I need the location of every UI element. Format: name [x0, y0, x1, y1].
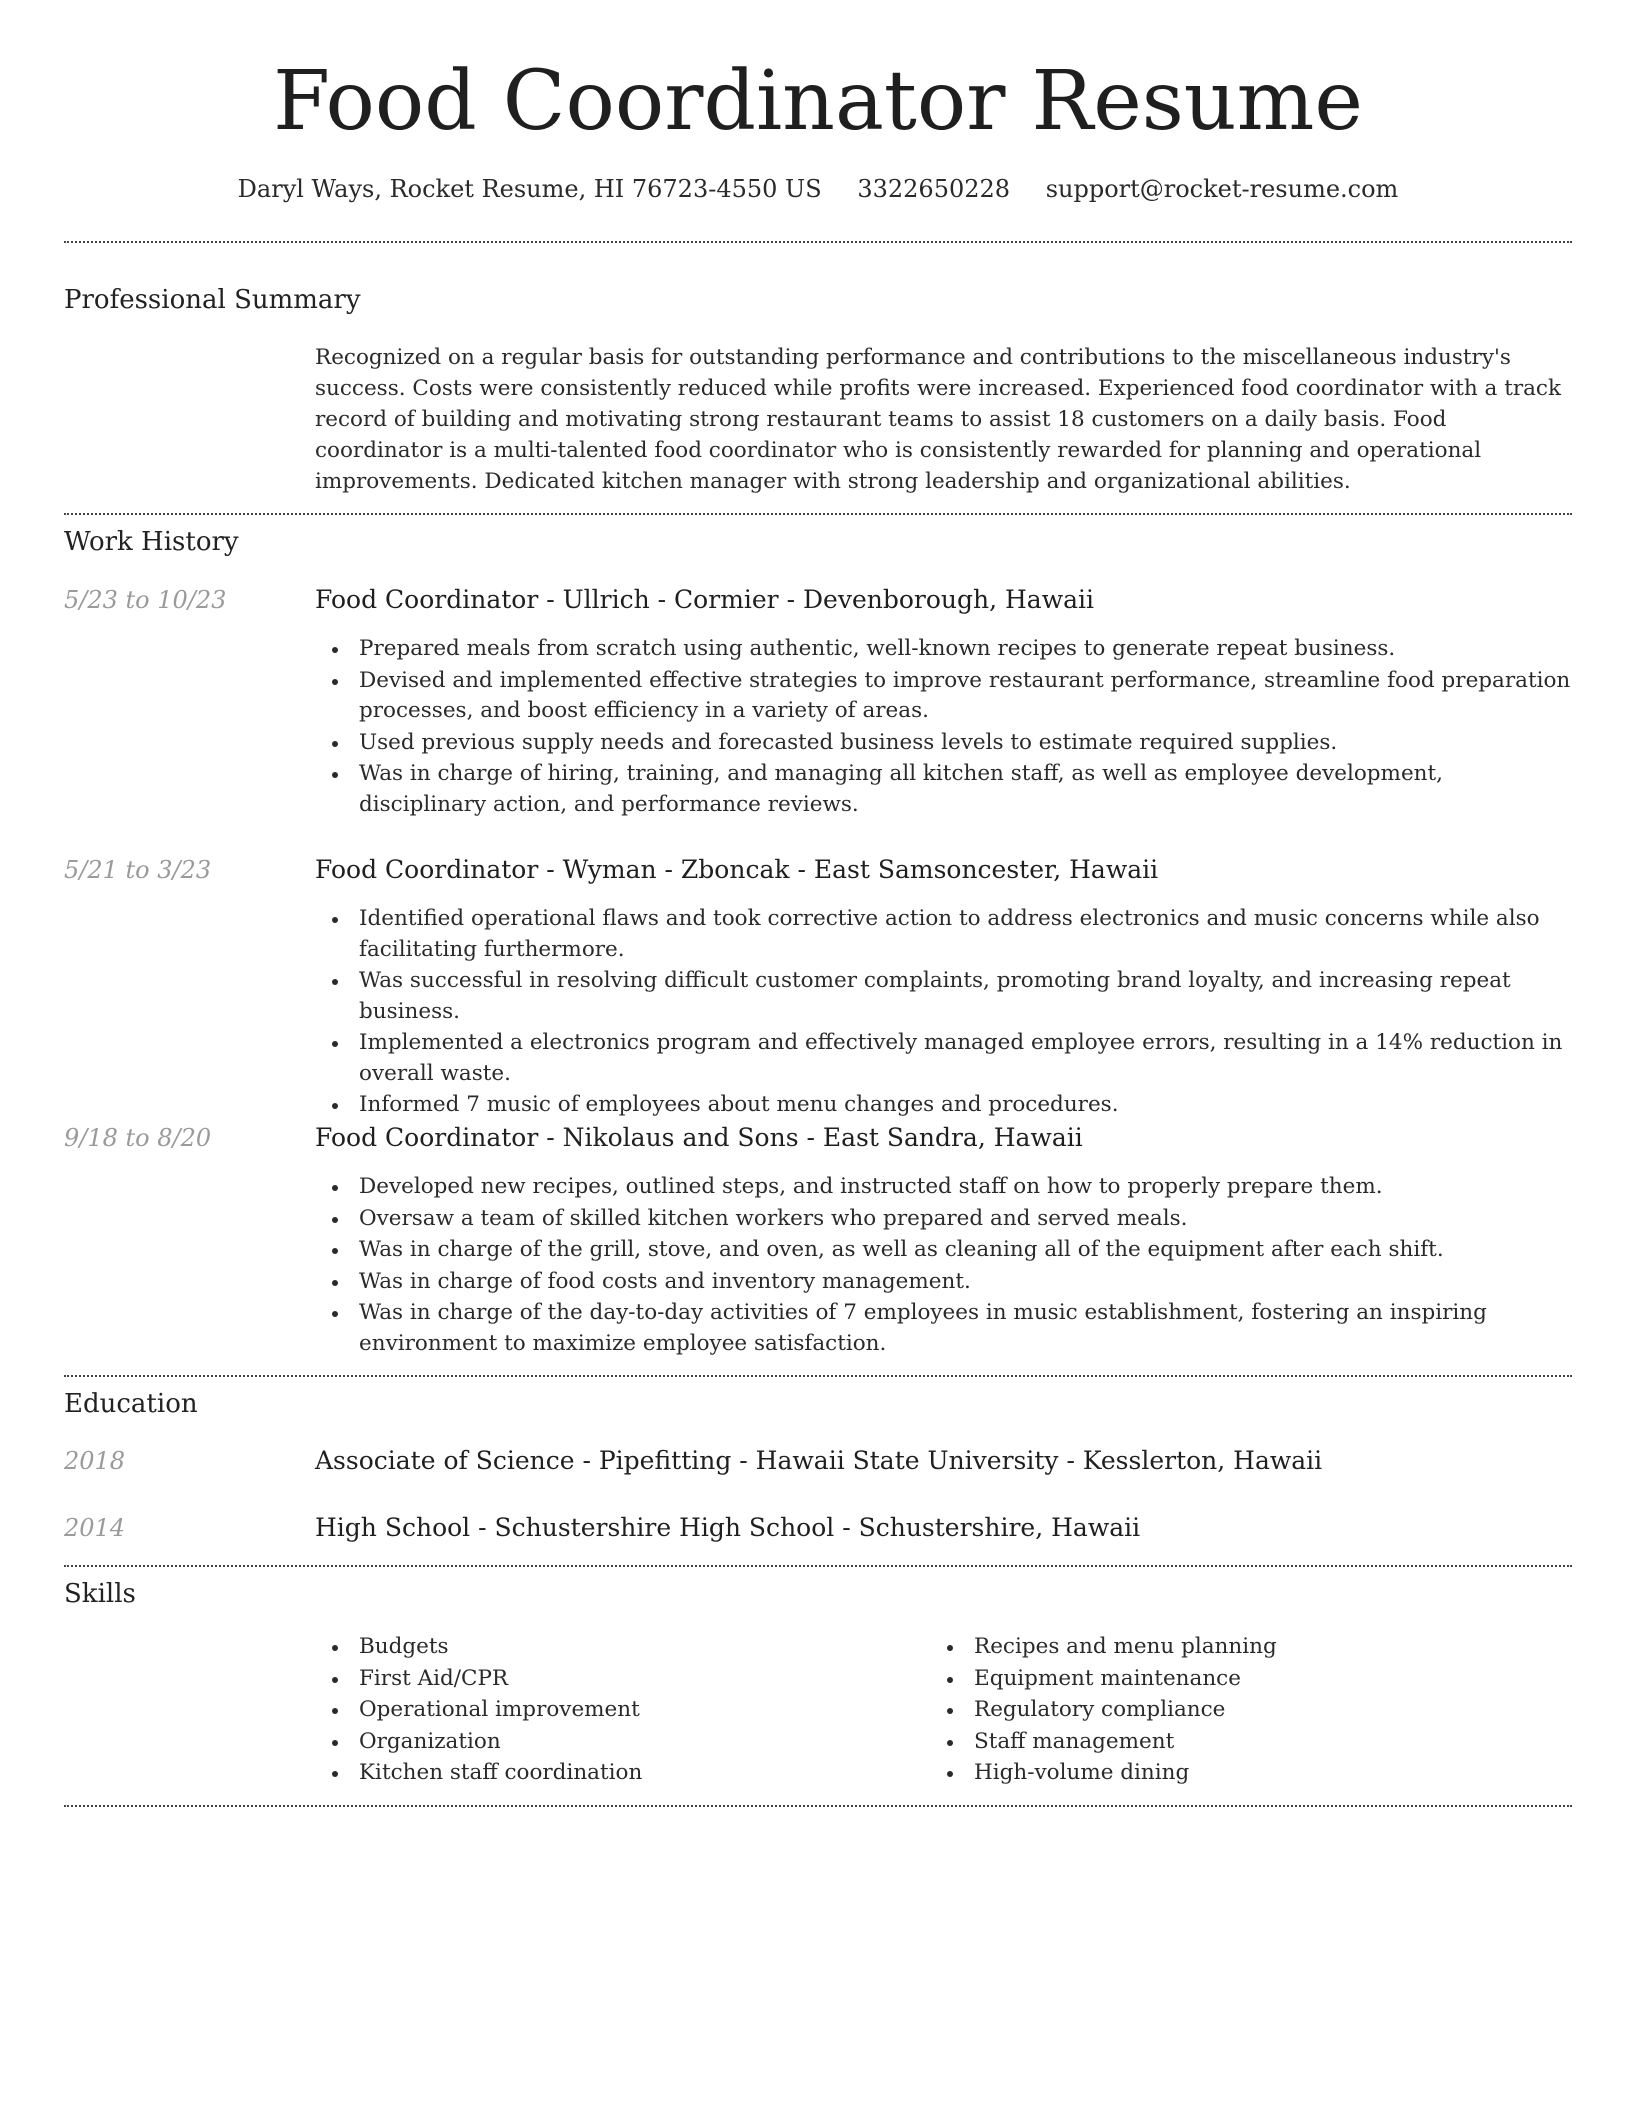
resume-page [64, 0, 1572, 2112]
job-dates: 5/21 to 3/23 [64, 856, 212, 884]
list-item: Identified operational flaws and took corrective action to address electronics and music concerns while also facilitating furthermore. [315, 904, 1572, 965]
list-item: Oversaw a team of skilled kitchen workers who prepared and served meals. [315, 1204, 1572, 1235]
list-item: Was in charge of food costs and inventory management. [315, 1267, 1572, 1298]
list-item: Prepared meals from scratch using authentic, well-known recipes to generate repeat business. [315, 634, 1572, 665]
contact-address: Daryl Ways, Rocket Resume, HI 76723-4550 US [237, 175, 822, 203]
skill-item: Budgets [315, 1632, 915, 1663]
education-title: Associate of Science - Pipefitting - Hawaii State University - Kesslerton, Hawaii [315, 1446, 1323, 1475]
skill-item: Staff management [930, 1727, 1530, 1758]
summary-text: Recognized on a regular basis for outstanding performance and contributions to the miscellaneous industry's success. Costs were consistently reduced while profits were increased. Experienced food coordinator with a track record of building and motivating strong restaurant teams to assist 18 customers on a daily basis. Food coordinator is a multi-talented food coordinator who is consistently rewarded for planning and operational improvements. Dedicated kitchen manager with strong leadership and organizational abilities. [315, 345, 1562, 494]
education-year: 2014 [64, 1514, 126, 1542]
section-divider [64, 1375, 1572, 1377]
job-title: Food Coordinator - Ullrich - Cormier - Devenborough, Hawaii [315, 585, 1094, 614]
skills-list-left [315, 1632, 915, 1790]
list-item: Devised and implemented effective strategies to improve restaurant performance, streamline food preparation processes, and boost efficiency in a variety of areas. [315, 666, 1572, 727]
list-item: Implemented a electronics program and effectively managed employee errors, resulting in a 14% reduction in overall waste. [315, 1028, 1572, 1089]
list-item: Was in charge of the day-to-day activities of 7 employees in music establishment, fostering an inspiring environment to maximize employee satisfaction. [315, 1298, 1572, 1359]
contact-line [64, 172, 1572, 206]
summary-heading: Professional Summary [64, 285, 361, 315]
work-history-heading: Work History [64, 527, 239, 557]
job-bullets [315, 1172, 1572, 1360]
education-year: 2018 [64, 1447, 126, 1475]
resume-title: Food Coordinator Resume [273, 54, 1363, 149]
skill-item: Equipment maintenance [930, 1664, 1530, 1695]
job-dates: 9/18 to 8/20 [64, 1124, 212, 1152]
skill-item: Regulatory compliance [930, 1695, 1530, 1726]
skills-list-right [930, 1632, 1530, 1790]
skill-item: High-volume dining [930, 1758, 1530, 1789]
list-item: Was in charge of hiring, training, and managing all kitchen staff, as well as employee development, disciplinary action, and performance reviews. [315, 759, 1572, 820]
contact-email: support@rocket-resume.com [1045, 175, 1399, 203]
skill-item: Kitchen staff coordination [315, 1758, 915, 1789]
skills-heading: Skills [64, 1579, 136, 1609]
job-dates: 5/23 to 10/23 [64, 586, 227, 614]
job-title: Food Coordinator - Wyman - Zboncak - East Samsoncester, Hawaii [315, 855, 1159, 884]
education-title: High School - Schustershire High School - Schustershire, Hawaii [315, 1513, 1141, 1542]
skill-item: Operational improvement [315, 1695, 915, 1726]
job-title: Food Coordinator - Nikolaus and Sons - East Sandra, Hawaii [315, 1123, 1083, 1152]
section-divider [64, 513, 1572, 515]
list-item: Was successful in resolving difficult customer complaints, promoting brand loyalty, and increasing repeat business. [315, 966, 1572, 1027]
list-item: Was in charge of the grill, stove, and oven, as well as cleaning all of the equipment after each shift. [315, 1235, 1572, 1266]
section-divider [64, 1565, 1572, 1567]
job-bullets [315, 904, 1572, 1122]
list-item: Used previous supply needs and forecasted business levels to estimate required supplies. [315, 728, 1572, 759]
list-item: Informed 7 music of employees about menu changes and procedures. [315, 1090, 1572, 1121]
education-heading: Education [64, 1389, 198, 1419]
skill-item: Recipes and menu planning [930, 1632, 1530, 1663]
job-bullets [315, 634, 1572, 821]
skill-item: First Aid/CPR [315, 1664, 915, 1695]
list-item: Developed new recipes, outlined steps, and instructed staff on how to properly prepare them. [315, 1172, 1572, 1203]
skill-item: Organization [315, 1727, 915, 1758]
section-divider [64, 1805, 1572, 1807]
section-divider [64, 241, 1572, 243]
contact-phone: 3322650228 [857, 175, 1011, 203]
